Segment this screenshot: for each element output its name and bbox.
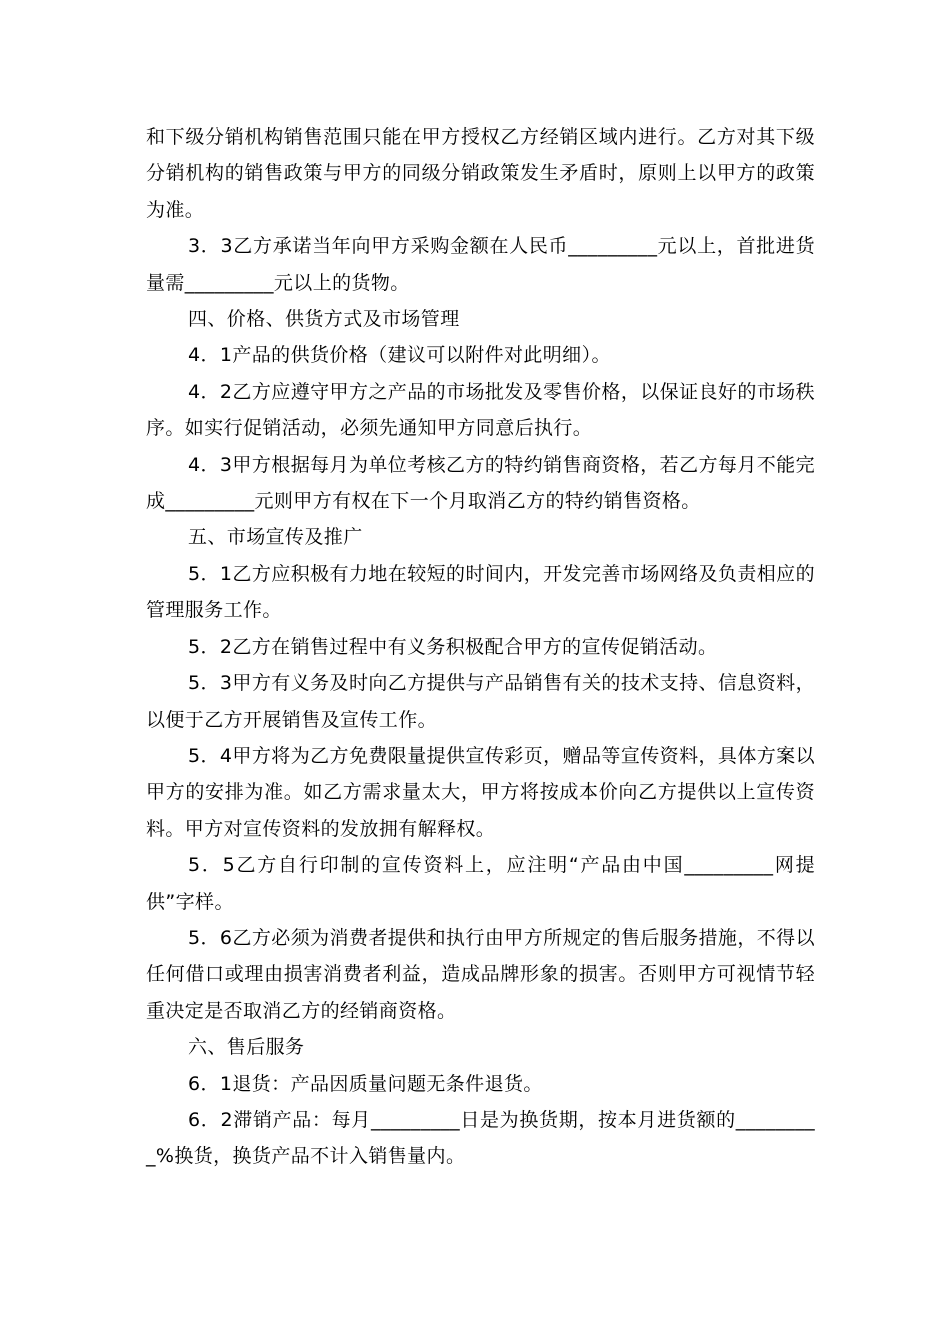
clause-5-3: 5．3甲方有义务及时向乙方提供与产品销售有关的技术支持、信息资料，以便于乙方开展销售及宣传工作。 [146,672,815,731]
paragraph-continuation: 和下级分销机构销售范围只能在甲方授权乙方经销区域内进行。乙方对其下级分销机构的销售政策与甲方的同级分销政策发生矛盾时，原则上以甲方的政策为准。 [146,126,815,221]
clause-4-2: 4．2乙方应遵守甲方之产品的市场批发及零售价格，以保证良好的市场秩序。如实行促销活动，必须先通知甲方同意后执行。 [146,380,815,440]
clause-4-1: 4．1产品的供货价格（建议可以附件对此明细）。 [188,344,611,367]
clause-4-3: 4．3甲方根据每月为单位考核乙方的特约销售商资格，若乙方每月不能完成_________元则甲方有权在下一个月取消乙方的特约销售资格。 [146,453,815,513]
clause-6-1: 6．1退货：产品因质量问题无条件退货。 [188,1072,543,1095]
clause-5-6: 5．6乙方必须为消费者提供和执行由甲方所规定的售后服务措施，不得以任何借口或理由损害消费者利益，造成品牌形象的损害。否则甲方可视情节轻重决定是否取消乙方的经销商资格。 [146,926,815,1022]
clause-6-2: 6．2滞销产品：每月_________日是为换货期，按本月进货额的_________%换货，换货产品不计入销售量内。 [146,1108,815,1168]
clause-5-2: 5．2乙方在销售过程中有义务积极配合甲方的宣传促销活动。 [188,635,718,658]
section-heading-4: 四、价格、供货方式及市场管理 [188,308,460,331]
clause-3-3: 3．3乙方承诺当年向甲方采购金额在人民币_________元以上，首批进货量需_________元以上的货物。 [146,235,815,294]
clause-5-1: 5．1乙方应积极有力地在较短的时间内，开发完善市场网络及负责相应的管理服务工作。 [146,562,815,622]
section-heading-6: 六、售后服务 [188,1036,305,1059]
clause-5-5: 5．5乙方自行印制的宣传资料上，应注明“产品由中国_________网提供”字样。 [146,854,815,913]
section-heading-5: 五、市场宣传及推广 [188,526,363,549]
clause-5-4: 5．4甲方将为乙方免费限量提供宣传彩页，赠品等宣传资料，具体方案以甲方的安排为准。如乙方需求量太大，甲方将按成本价向乙方提供以上宣传资料。甲方对宣传资料的发放拥有解释权。 [146,744,815,840]
